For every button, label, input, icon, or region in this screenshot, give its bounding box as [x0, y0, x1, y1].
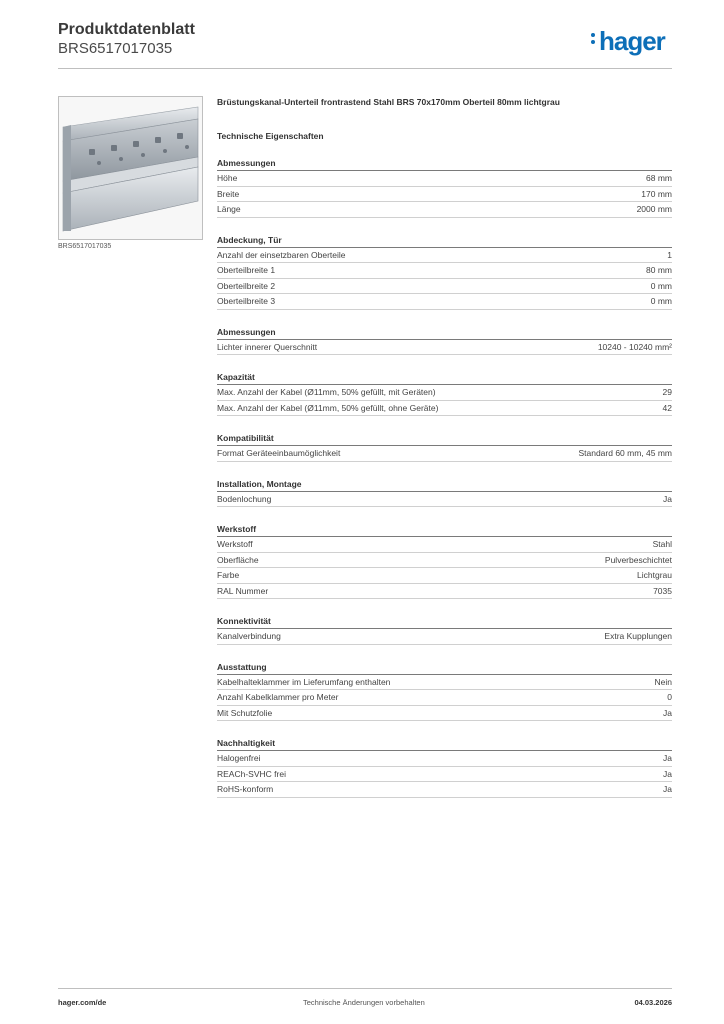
spec-section — [217, 524, 672, 599]
spec-section — [217, 738, 672, 798]
spec-value: Nein — [654, 676, 672, 687]
spec-label: Kabelhalteklammer im Lieferumfang enthalten — [217, 676, 391, 687]
spec-value: 0 mm — [650, 280, 672, 291]
spec-label: Max. Anzahl der Kabel (Ø11mm, 50% gefüllt, ohne Geräte) — [217, 402, 439, 413]
spec-value: Ja — [663, 784, 672, 794]
spec-label: Halogenfrei — [217, 753, 261, 763]
spec-row — [217, 706, 672, 722]
article-number: BRS6517017035 — [58, 40, 173, 57]
spec-row — [217, 279, 672, 295]
spec-row — [217, 584, 672, 600]
footer-notice: Technische Änderungen vorbehalten — [303, 998, 425, 1007]
spec-label: Format Geräteeinbaumöglichkeit — [217, 448, 341, 458]
spec-row — [217, 675, 672, 691]
spec-row — [217, 553, 672, 569]
spec-value: 7035 — [653, 585, 672, 596]
spec-label: Lichter innerer Querschnitt — [217, 341, 318, 352]
spec-row — [217, 385, 672, 401]
spec-row — [217, 202, 672, 218]
spec-row — [217, 446, 672, 462]
spec-section-title: Nachhaltigkeit — [217, 738, 672, 751]
footer-website[interactable]: hager.com/de — [58, 998, 107, 1007]
spec-label: Oberteilbreite 1 — [217, 265, 276, 275]
spec-section-title: Kompatibilität — [217, 433, 672, 446]
spec-value: 0 mm — [650, 296, 672, 306]
spec-row — [217, 690, 672, 706]
spec-label: Bodenlochung — [217, 493, 272, 504]
spec-label: Breite — [217, 188, 240, 199]
document-header — [58, 20, 195, 58]
spec-section-title: Abmessungen — [217, 158, 672, 171]
spec-label: Oberfläche — [217, 554, 259, 565]
spec-row — [217, 751, 672, 767]
hager-logo — [591, 26, 665, 57]
spec-value: Ja — [663, 753, 672, 763]
spec-section — [217, 433, 672, 462]
spec-value: 68 mm — [646, 173, 672, 183]
spec-label: Anzahl der einsetzbaren Oberteile — [217, 249, 346, 260]
spec-section — [217, 662, 672, 722]
spec-label: Oberteilbreite 2 — [217, 280, 276, 291]
spec-section — [217, 479, 672, 508]
spec-section-title: Abmessungen — [217, 327, 672, 340]
spec-value: Ja — [663, 707, 672, 718]
header-divider — [58, 68, 672, 69]
spec-value: 0 — [667, 692, 672, 702]
spec-value: Standard 60 mm, 45 mm — [578, 448, 672, 458]
logo-text: hager — [599, 26, 665, 56]
spec-label: RoHS-konform — [217, 784, 274, 794]
spec-row — [217, 537, 672, 553]
spec-label: Werkstoff — [217, 539, 253, 549]
spec-label: Anzahl Kabelklammer pro Meter — [217, 692, 339, 702]
spec-label: Länge — [217, 204, 241, 214]
spec-row — [217, 629, 672, 645]
spec-value: 2000 mm — [636, 204, 672, 214]
spec-section-title: Abdeckung, Tür — [217, 235, 672, 248]
spec-row — [217, 340, 672, 356]
spec-value: 10240 - 10240 mm² — [597, 341, 672, 352]
spec-section-title: Ausstattung — [217, 662, 672, 675]
spec-row — [217, 568, 672, 584]
spec-label: Oberteilbreite 3 — [217, 296, 276, 306]
footer-divider — [58, 988, 672, 989]
spec-value: 29 — [662, 387, 672, 397]
spec-section — [217, 158, 672, 218]
product-name: Brüstungskanal-Unterteil frontrastend Stahl BRS 70x170mm Oberteil 80mm lichtgrau — [217, 97, 560, 107]
spec-value: Stahl — [652, 539, 672, 549]
footer-date: 04.03.2026 — [634, 998, 672, 1007]
spec-label: Höhe — [217, 173, 238, 183]
spec-row — [217, 171, 672, 187]
spec-value: Pulverbeschichtet — [604, 554, 672, 565]
spec-section — [217, 372, 672, 416]
spec-section-title: Kapazität — [217, 372, 672, 385]
product-image — [58, 96, 203, 240]
spec-row — [217, 187, 672, 203]
logo-dots-icon — [591, 30, 597, 47]
spec-row — [217, 767, 672, 783]
image-caption: BRS6517017035 — [58, 243, 112, 250]
spec-row — [217, 492, 672, 508]
spec-label: Farbe — [217, 570, 240, 580]
spec-section-title: Werkstoff — [217, 524, 672, 537]
spec-label: Kanalverbindung — [217, 631, 281, 641]
spec-row — [217, 782, 672, 798]
spec-row — [217, 248, 672, 264]
specification-sections — [217, 158, 672, 798]
spec-value: 170 mm — [641, 188, 672, 199]
spec-label: RAL Nummer — [217, 585, 269, 596]
spec-row — [217, 263, 672, 279]
document-title: Produktdatenblatt — [58, 21, 195, 38]
spec-label: Mit Schutzfolie — [217, 707, 273, 718]
spec-section-title: Konnektivität — [217, 616, 672, 629]
spec-section — [217, 327, 672, 356]
spec-label: REACh-SVHC frei — [217, 768, 286, 779]
product-details — [217, 96, 672, 798]
spec-value: Ja — [663, 768, 672, 779]
spec-value: 42 — [662, 402, 672, 413]
spec-section — [217, 616, 672, 645]
spec-row — [217, 294, 672, 310]
spec-value: 1 — [667, 249, 672, 260]
spec-section — [217, 235, 672, 310]
spec-value: Lichtgrau — [637, 570, 672, 580]
cable-duct-icon — [59, 97, 202, 239]
technical-properties-heading: Technische Eigenschaften — [217, 131, 324, 141]
spec-label: Max. Anzahl der Kabel (Ø11mm, 50% gefüllt, mit Geräten) — [217, 387, 436, 397]
spec-row — [217, 401, 672, 417]
spec-section-title: Installation, Montage — [217, 479, 672, 492]
spec-value: Extra Kupplungen — [604, 631, 672, 641]
spec-value: 80 mm — [646, 265, 672, 275]
spec-value: Ja — [663, 493, 672, 504]
